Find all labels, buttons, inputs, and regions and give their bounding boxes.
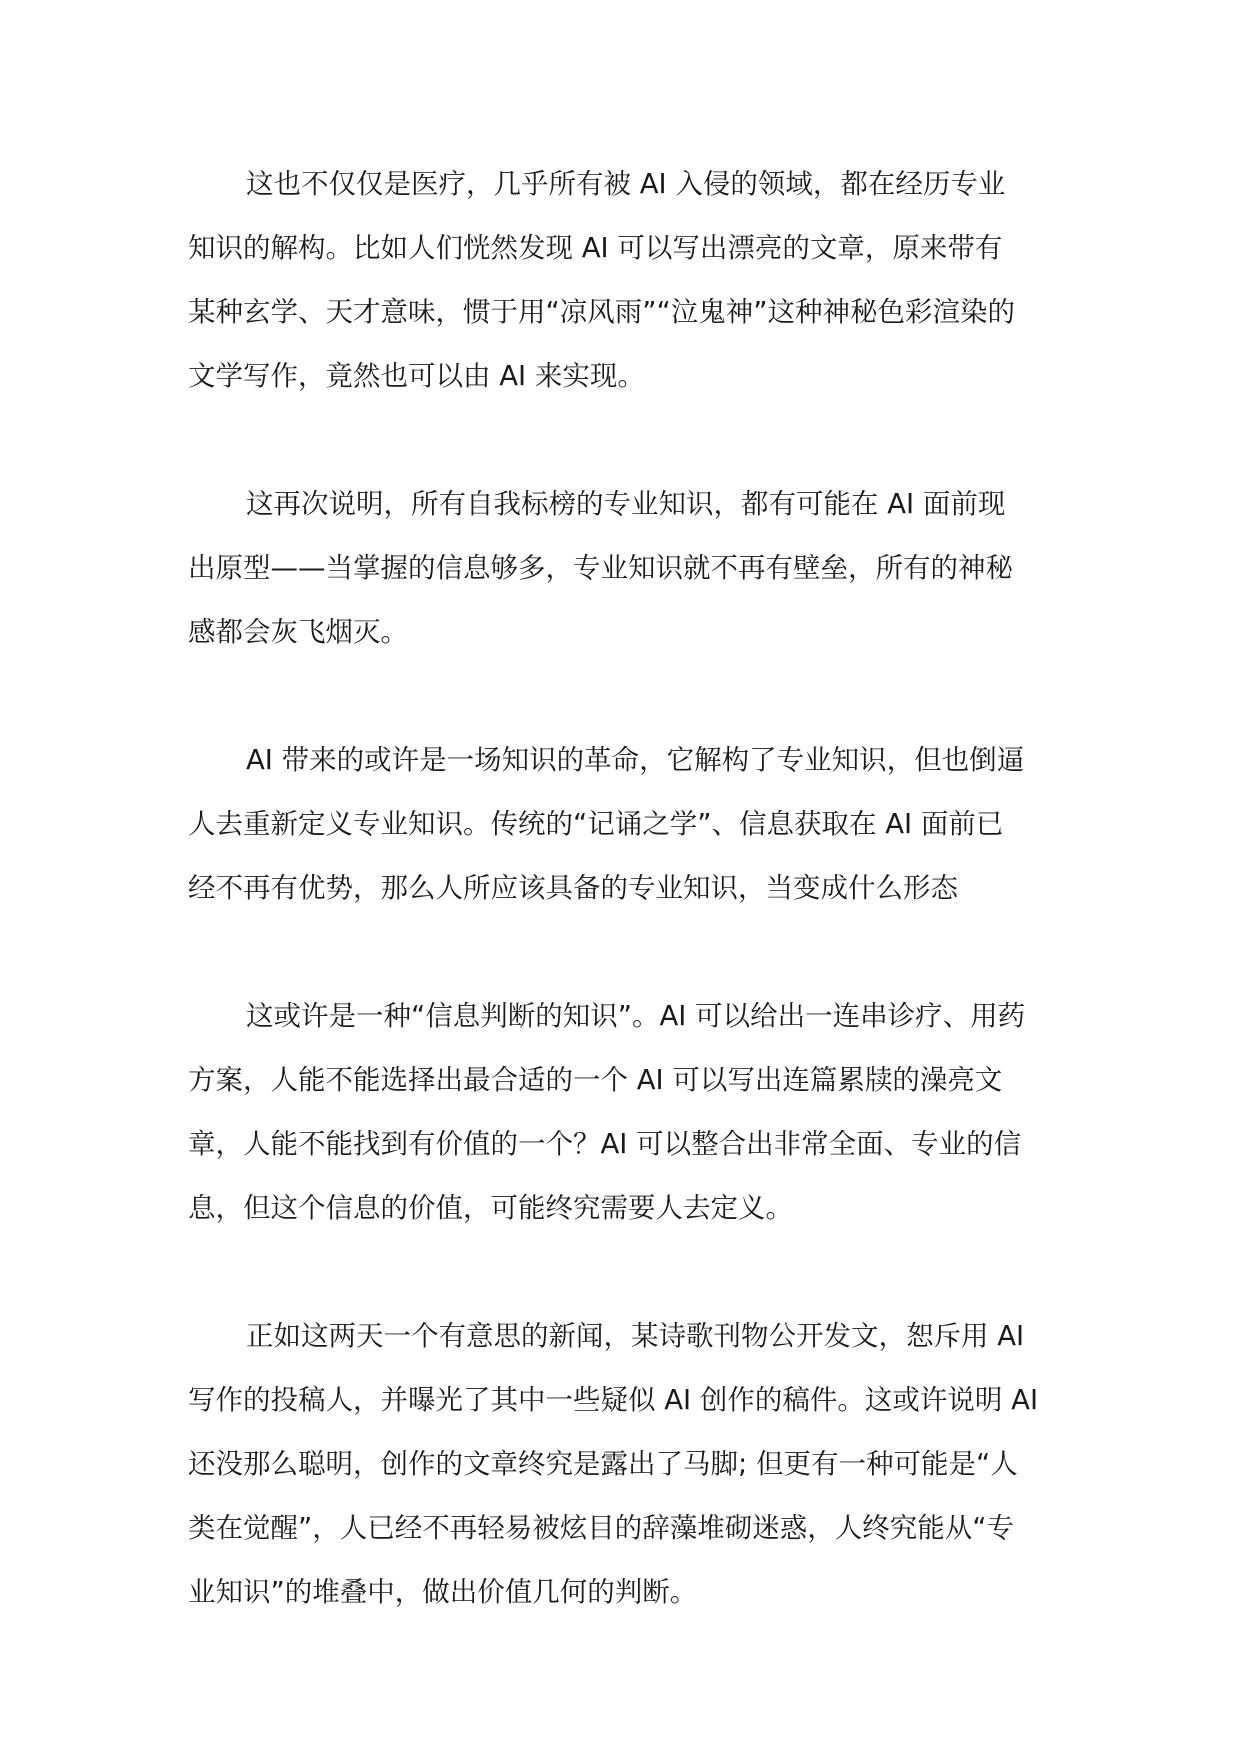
paragraph-line: 这再次说明，所有自我标榜的专业知识，都有可能在 AI 面前现 <box>246 488 1006 520</box>
paragraph-line: 这也不仅仅是医疗，几乎所有被 AI 入侵的领域，都在经历专业 <box>246 168 1006 200</box>
paragraph-spacer <box>188 408 1054 472</box>
paragraph-spacer <box>188 920 1054 984</box>
paragraph-line: 类在觉醒”，人已经不再轻易被炫目的辞藻堆砌迷惑，人终究能从“专 <box>188 1512 1014 1544</box>
paragraph-spacer <box>188 664 1054 728</box>
paragraph-1 <box>188 152 1054 408</box>
paragraph-line: 经不再有优势，那么人所应该具备的专业知识，当变成什么形态 <box>188 872 958 904</box>
paragraph-line: 章，人能不能找到有价值的一个？AI 可以整合出非常全面、专业的信 <box>188 1128 1022 1160</box>
paragraph-line: 这或许是一种“信息判断的知识”。AI 可以给出一连串诊疗、用药 <box>246 1000 1026 1032</box>
document-body <box>188 152 1054 1624</box>
paragraph-line: 正如这两天一个有意思的新闻，某诗歌刊物公开发文，恕斥用 AI <box>246 1320 1025 1352</box>
paragraph-line: 出原型——当掌握的信息够多，专业知识就不再有壁垒，所有的神秘 <box>188 552 1013 584</box>
paragraph-line: 还没那么聪明，创作的文章终究是露出了马脚; 但更有一种可能是“人 <box>188 1448 1018 1480</box>
paragraph-line: 息，但这个信息的价值，可能终究需要人去定义。 <box>188 1192 793 1224</box>
paragraph-2 <box>188 472 1054 664</box>
paragraph-4 <box>188 984 1054 1240</box>
paragraph-line: 人去重新定义专业知识。传统的“记诵之学”、信息获取在 AI 面前已 <box>188 808 1004 840</box>
paragraph-5 <box>188 1304 1054 1624</box>
paragraph-line: 方案，人能不能选择出最合适的一个 AI 可以写出连篇累牍的澡亮文 <box>188 1064 1003 1096</box>
paragraph-line: 感都会灰飞烟灭。 <box>188 616 408 648</box>
paragraph-line: 写作的投稿人，并曝光了其中一些疑似 AI 创作的稿件。这或许说明 AI <box>188 1384 1039 1416</box>
paragraph-line: 某种玄学、天才意味，惯于用“凉风雨”“泣鬼神”这种神秘色彩渲染的 <box>188 296 1015 328</box>
paragraph-spacer <box>188 1240 1054 1304</box>
paragraph-line: 知识的解构。比如人们恍然发现 AI 可以写出漂亮的文章，原来带有 <box>188 232 1003 264</box>
paragraph-line: 文学写作，竟然也可以由 AI 来实现。 <box>188 360 645 392</box>
paragraph-line: 业知识”的堆叠中，做出价值几何的判断。 <box>188 1576 698 1608</box>
paragraph-line: AI 带来的或许是一场知识的革命，它解构了专业知识，但也倒逼 <box>246 744 1025 776</box>
paragraph-3 <box>188 728 1054 920</box>
